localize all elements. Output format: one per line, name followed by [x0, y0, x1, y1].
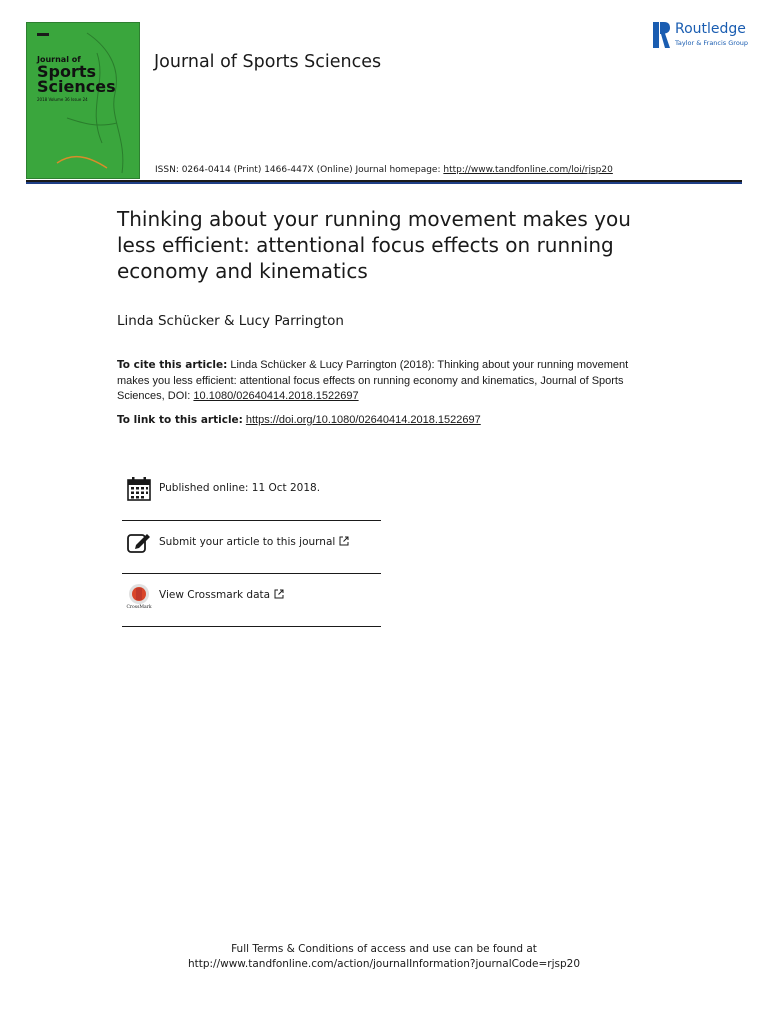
published-date: Published online: 11 Oct 2018.	[159, 482, 321, 494]
journal-homepage-link[interactable]: http://www.tandfonline.com/loi/rjsp20	[443, 165, 613, 175]
crossmark-label: View Crossmark data	[159, 589, 271, 601]
publisher-subtitle: Taylor & Francis Group	[675, 39, 749, 47]
cite-label: To cite this article:	[117, 359, 228, 371]
crossmark-row[interactable]	[122, 583, 381, 623]
issn-line	[155, 165, 613, 175]
external-link-icon	[274, 589, 284, 599]
routledge-r-icon	[653, 22, 671, 48]
edit-icon	[126, 530, 152, 556]
row-divider	[122, 573, 381, 574]
cover-line2: Sports	[37, 62, 97, 81]
doi-link[interactable]: https://doi.org/10.1080/02640414.2018.1522697	[245, 414, 481, 426]
row-divider	[122, 520, 381, 521]
article-link-block	[117, 413, 481, 426]
crossmark-icon	[126, 583, 152, 609]
article-authors: Linda Schücker & Lucy Parrington	[117, 313, 344, 329]
publisher-name: Routledge	[675, 21, 746, 37]
link-label: To link to this article:	[117, 414, 243, 426]
submit-label: Submit your article to this journal	[159, 536, 336, 548]
published-row	[122, 476, 381, 516]
journal-title: Journal of Sports Sciences	[154, 52, 382, 72]
cover-line4: 2018 Volume 36 Issue 24	[37, 97, 88, 102]
citation-block	[117, 358, 657, 405]
publisher-logo[interactable]	[653, 20, 753, 52]
footer-terms-text: Full Terms & Conditions of access and use can be found at	[231, 943, 537, 955]
cover-publisher-mark	[37, 33, 49, 36]
cite-text: Linda Schücker & Lucy Parrington (2018): Thinking about your running movement makes you less efficient: attentional focus effects on running economy and kinematics, Journal of Sports Sciences, DOI:	[117, 359, 629, 402]
row-divider	[122, 626, 381, 627]
cover-line3: Sciences	[37, 77, 116, 96]
journal-cover-image	[26, 22, 140, 179]
cite-doi-link[interactable]: 10.1080/02640414.2018.1522697	[193, 390, 359, 402]
issn-text: ISSN: 0264-0414 (Print) 1466-447X (Online) Journal homepage:	[155, 165, 444, 175]
article-title: Thinking about your running movement makes you less efficient: attentional focus effects on running economy and kinematics	[117, 207, 631, 283]
calendar-icon	[126, 476, 152, 502]
crossmark-icon-label: CrossMark	[126, 605, 152, 609]
view-crossmark-link[interactable]	[159, 589, 284, 601]
header-rule-blue	[26, 182, 742, 184]
footer	[0, 942, 768, 972]
footer-terms-link[interactable]: http://www.tandfonline.com/action/journalInformation?journalCode=rjsp20	[187, 958, 581, 970]
external-link-icon	[339, 536, 349, 546]
submit-row[interactable]	[122, 530, 381, 570]
cover-line1: Journal of	[37, 55, 81, 64]
submit-article-link[interactable]	[159, 536, 349, 548]
